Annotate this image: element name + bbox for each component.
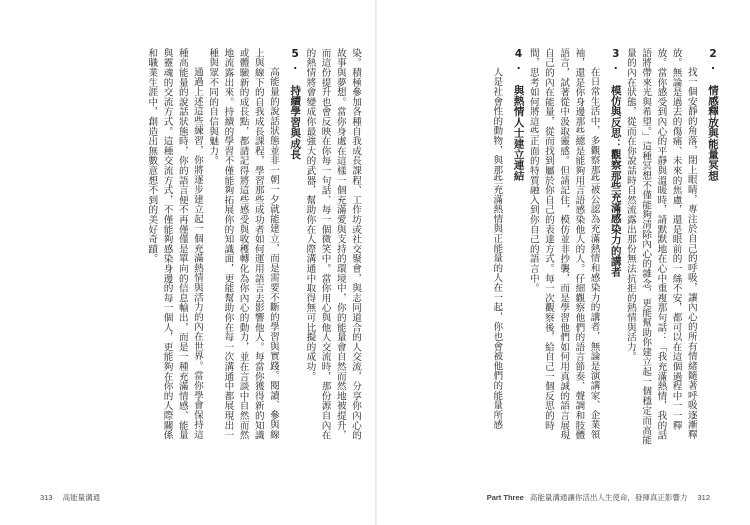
- section-2-paragraph: 找一個安靜的角落，閉上眼睛，專注於自己的呼吸，讓內心的所有情緒隨著呼吸逐漸釋放。無論是過去的傷痛、未來的焦慮，還是眼前的一絲不安，都可以在這個過程中一一釋放。當你感受到內心的平靜與溫暖時，請默默地在心中重複那句話：「我充滿熱情，我的話語將帶來光與希望。」這種冥想不僅能夠清除內心的雜念，更能幫助你建立起一個穩定而高能量的內在狀態，從而在你說話時自然流露出那份無法抗拒的熱情與活力。: [624, 48, 697, 445]
- section-4-paragraph: 人是社會性的動物，與那些充滿熱情與正能量的人在一起，你也會被他們的能量所感: [491, 67, 503, 430]
- section-5-paragraph-2: 通過上述這些練習，你將逐步建立起一個充滿熱情與活力的內在世界。當你學會保持這種高能量的說話狀態時，你的語言便不再僅僅是單向的信息輸出，而是一種充滿情感、能量與靈魂的交流方式。這種交流方式，不僅能夠感染身邊的每一個人，更能夠在你的人際關係和職業生涯中，創造出無數意想不到的美好奇蹟。: [146, 48, 203, 440]
- section-heading-3: 3. 模仿與反思：觀察那些充滿感染力的講者: [609, 48, 622, 278]
- footer-right: [487, 492, 710, 503]
- left-page-body: [43, 48, 363, 448]
- section-3-paragraph: 在日常生活中，多觀察那些被公認為充滿熱情和感染力的講者，無論是演講家、企業領袖，還是你身邊那些總是能夠用言語感染他人的人。仔細觀察他們的語言節奏、聲調和肢體語言，試著從中汲取靈感。但請記住，模仿並非抄襲，而是學習他們如何用真誠的語言展現自己的內在能量，從而找到屬於你自己的表達方式。每一次觀察後，給自己一個反思的時間，思考如何將這些正面的特質融入到你自己的語言中。: [527, 48, 600, 440]
- footer-running-title-left: 高能量溝通: [62, 493, 101, 502]
- footer-part-label: Part Three: [486, 493, 524, 502]
- right-page-body: [410, 48, 720, 448]
- footer-running-title-right: 高能量溝通讓你活出人生使命，發揮真正影響力: [529, 493, 688, 502]
- section-heading-5: 5. 持續學習與成長: [289, 48, 302, 160]
- page-number-right: 312: [697, 493, 710, 502]
- section-heading-4: 4. 與熱情人士建立連結: [512, 48, 525, 181]
- footer-left: [40, 492, 100, 503]
- right-page: [375, 0, 750, 525]
- page-number-left: 313: [40, 493, 53, 502]
- section-5-paragraph-1: 高能量的說話狀態並非一朝一夕就能建立，而是需要不斷的學習與實踐。閱讀、參與線上與線下的自我成長課程，學習那些成功者如何運用語言去影響他人。每當你獲得新的知識或體驗新的成長點，都請記得將這些感受與收穫轉化為你內心的動力，並在言談中自然而然地流露出來。持續的學習不僅能夠拓展你的知識面，更能幫助你在每一次溝通中都展現出一種與眾不同的自信與魅力。: [207, 48, 279, 440]
- section-heading-2: 2. 情感釋放與能量冥想: [707, 48, 719, 181]
- continued-paragraph: 染。積極參加各種自我成長課程、工作坊或社交聚會，與志同道合的人交流，分享你內心的故事與夢想。當你身處在這樣一個充滿愛與支持的環境中，你的能量會自然而然地被提升，而這份提升也會反映在你每一句話、每一個微笑中。當你用心與他人交流時，那份源自內在的熱情將會變成你最強大的武器，幫助你在人際溝通中取得無可比擬的成功。: [304, 48, 361, 440]
